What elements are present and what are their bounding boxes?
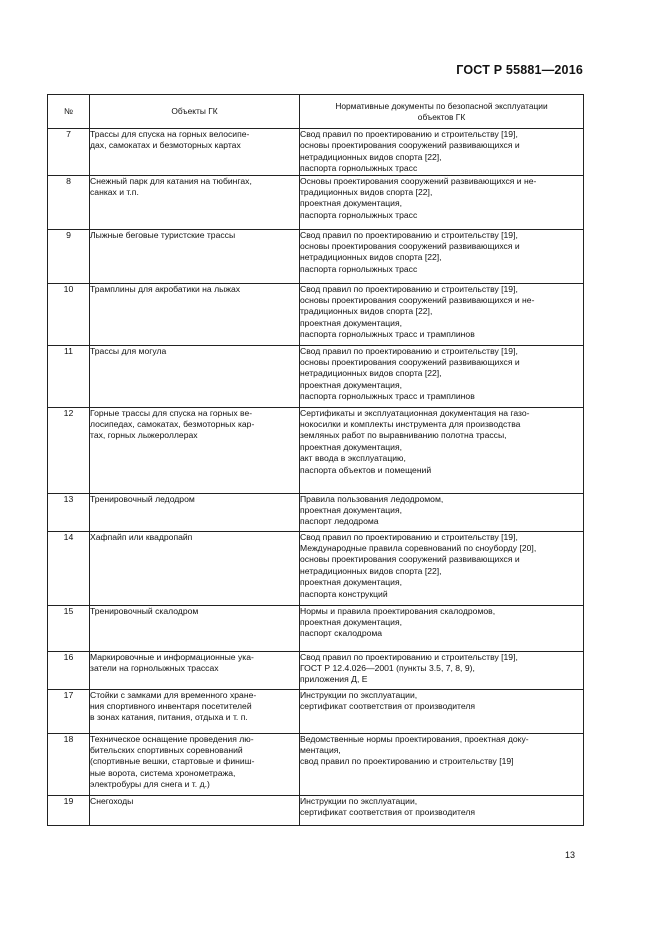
document-text-line: традиционных видов спорта [22],	[300, 306, 433, 317]
object-cell	[90, 531, 300, 605]
object-cell	[90, 689, 300, 733]
document-text-line: нокосилки и комплекты инструмента для производства	[300, 419, 521, 430]
documents-cell	[300, 407, 584, 493]
column-header-documents-line1: Нормативные документы по безопасной эксплуатации	[335, 100, 548, 111]
documents-cell	[300, 129, 584, 176]
table-row	[48, 493, 584, 531]
document-text-line: паспорта горнолыжных трасс и трамплинов	[300, 391, 475, 402]
document-text-line: проектная документация,	[300, 441, 403, 452]
table-header-row	[48, 95, 584, 129]
document-text-line: нетрадиционных видов спорта [22],	[300, 368, 442, 379]
document-text-line: традиционных видов спорта [22],	[300, 187, 433, 198]
row-number: 17	[48, 689, 90, 733]
object-cell	[90, 407, 300, 493]
column-header-number: №	[48, 95, 90, 129]
row-number: 10	[48, 283, 90, 345]
table-row	[48, 651, 584, 689]
object-text-line: Горные трассы для спуска на горных ве-	[90, 407, 253, 418]
row-number: 14	[48, 531, 90, 605]
document-text-line: акт ввода в эксплуатацию,	[300, 453, 406, 464]
document-text-line: паспорта горнолыжных трасс	[300, 209, 418, 220]
documents-cell	[300, 345, 584, 407]
document-text-line: проектная документация,	[300, 617, 403, 628]
row-number: 19	[48, 795, 90, 825]
document-text-line: ГОСТ Р 12.4.026—2001 (пункты 3.5, 7, 8, 9),	[300, 663, 475, 674]
page-number: 13	[564, 850, 575, 860]
object-cell	[90, 129, 300, 176]
object-text-line: Тренировочный ледодром	[90, 493, 195, 504]
object-text-line: Трассы для спуска на горных велосипе-	[90, 129, 250, 139]
document-text-line: Международные правила соревнований по сноуборду [20],	[300, 543, 537, 554]
documents-cell	[300, 175, 584, 229]
document-text-line: основы проектирования сооружений развивающихся и не-	[300, 295, 535, 306]
documents-cell	[300, 283, 584, 345]
document-text-line: основы проектирования сооружений развивающихся и	[300, 357, 520, 368]
object-text-line: Техническое оснащение проведения лю-	[90, 733, 254, 744]
object-text-line: Хафпайп или квадропайп	[90, 531, 193, 542]
document-text-line: паспорта объектов и помещений	[300, 464, 432, 475]
object-text-line: затели на горнолыжных трассах	[90, 663, 219, 674]
document-text-line: ментация,	[300, 745, 341, 756]
object-cell	[90, 651, 300, 689]
object-cell	[90, 795, 300, 825]
object-cell	[90, 605, 300, 651]
objects-norms-table	[47, 94, 584, 826]
table-row	[48, 283, 584, 345]
document-text-line: Основы проектирования сооружений развивающихся и не-	[300, 175, 537, 186]
object-cell	[90, 229, 300, 283]
document-text-line: Свод правил по проектированию и строительству [19],	[300, 229, 518, 240]
object-text-line: лосипедах, самокатах, безмоторных кар-	[90, 419, 255, 430]
document-text-line: нетрадиционных видов спорта [22],	[300, 252, 442, 263]
object-text-line: Трассы для могула	[90, 345, 167, 356]
document-text-line: основы проектирования сооружений развивающихся и	[300, 241, 520, 252]
documents-cell	[300, 229, 584, 283]
table-row	[48, 129, 584, 176]
table-body	[48, 129, 584, 826]
document-text-line: паспорта горнолыжных трасс	[300, 163, 418, 174]
document-text-line: Свод правил по проектированию и строительству [19],	[300, 129, 518, 139]
document-text-line: Ведомственные нормы проектирования, проектная доку-	[300, 733, 529, 744]
document-text-line: приложения Д, Е	[300, 674, 368, 685]
document-text-line: проектная документация,	[300, 505, 403, 516]
documents-cell	[300, 493, 584, 531]
column-header-documents	[300, 95, 584, 129]
document-text-line: Свод правил по проектированию и строительству [19],	[300, 283, 518, 294]
document-text-line: сертификат соответствия от производителя	[300, 807, 476, 818]
object-cell	[90, 345, 300, 407]
document-text-line: Инструкции по эксплуатации,	[300, 689, 418, 700]
object-text-line: в зонах катания, питания, отдыха и т. п.	[90, 712, 248, 723]
object-text-line: Снегоходы	[90, 795, 134, 806]
row-number: 7	[48, 129, 90, 176]
documents-cell	[300, 733, 584, 795]
object-cell	[90, 733, 300, 795]
document-text-line: проектная документация,	[300, 379, 403, 390]
document-text-line: сертификат соответствия от производителя	[300, 701, 476, 712]
documents-cell	[300, 689, 584, 733]
object-cell	[90, 283, 300, 345]
object-text-line: дах, самокатах и безмоторных картах	[90, 140, 241, 151]
document-text-line: Правила пользования ледодромом,	[300, 493, 444, 504]
object-text-line: Лыжные беговые туристские трассы	[90, 229, 236, 240]
document-text-line: паспорта горнолыжных трасс и трамплинов	[300, 329, 475, 340]
document-text-line: Нормы и правила проектирования скалодромов,	[300, 605, 496, 616]
document-text-line: паспорта горнолыжных трасс	[300, 263, 418, 274]
column-header-objects: Объекты ГК	[90, 95, 300, 129]
row-number: 12	[48, 407, 90, 493]
document-text-line: Сертификаты и эксплуатационная документация на газо-	[300, 407, 530, 418]
document-text-line: паспорт скалодрома	[300, 628, 383, 639]
row-number: 8	[48, 175, 90, 229]
object-text-line: Снежный парк для катания на тюбингах,	[90, 175, 252, 186]
table-row	[48, 795, 584, 825]
document-text-line: нетрадиционных видов спорта [22],	[300, 151, 442, 162]
document-text-line: основы проектирования сооружений развивающихся и	[300, 140, 520, 151]
document-text-line: Свод правил по проектированию и строительству [19],	[300, 531, 518, 542]
object-text-line: электробуры для снега и т. д.)	[90, 779, 210, 790]
document-text-line: Инструкции по эксплуатации,	[300, 795, 418, 806]
object-text-line: (спортивные вешки, стартовые и финиш-	[90, 756, 255, 767]
document-text-line: земляных работ по выравниванию полотна трассы,	[300, 430, 507, 441]
table-row	[48, 407, 584, 493]
table-row	[48, 531, 584, 605]
object-text-line: Трамплины для акробатики на лыжах	[90, 283, 241, 294]
document-code-header: ГОСТ Р 55881—2016	[456, 63, 583, 77]
document-text-line: Свод правил по проектированию и строительству [19],	[300, 345, 518, 356]
table-row	[48, 689, 584, 733]
object-text-line: Стойки с замками для временного хране-	[90, 689, 257, 700]
object-text-line: ные ворота, система хронометража,	[90, 767, 236, 778]
row-number: 16	[48, 651, 90, 689]
row-number: 13	[48, 493, 90, 531]
object-text-line: Маркировочные и информационные ука-	[90, 651, 254, 662]
object-text-line: бительских спортивных соревнований	[90, 745, 243, 756]
document-text-line: паспорт ледодрома	[300, 516, 379, 527]
document-text-line: свод правил по проектированию и строительству [19]	[300, 756, 514, 767]
row-number: 18	[48, 733, 90, 795]
documents-cell	[300, 651, 584, 689]
row-number: 11	[48, 345, 90, 407]
document-text-line: проектная документация,	[300, 317, 403, 328]
table-row	[48, 733, 584, 795]
document-text-line: проектная документация,	[300, 577, 403, 588]
object-text-line: Тренировочный скалодром	[90, 605, 199, 616]
document-text-line: основы проектирования сооружений развивающихся и	[300, 554, 520, 565]
document-text-line: проектная документация,	[300, 198, 403, 209]
document-text-line: Свод правил по проектированию и строительству [19],	[300, 651, 518, 662]
table-row	[48, 605, 584, 651]
object-text-line: тах, горных лыжероллерах	[90, 430, 198, 441]
row-number: 9	[48, 229, 90, 283]
row-number: 15	[48, 605, 90, 651]
documents-cell	[300, 531, 584, 605]
document-text-line: паспорта конструкций	[300, 588, 388, 599]
column-header-documents-line2: объектов ГК	[417, 111, 466, 122]
object-cell	[90, 493, 300, 531]
object-text-line: ния спортивного инвентаря посетителей	[90, 701, 252, 712]
documents-cell	[300, 605, 584, 651]
table-row	[48, 345, 584, 407]
table-row	[48, 229, 584, 283]
table-row	[48, 175, 584, 229]
object-cell	[90, 175, 300, 229]
document-text-line: нетрадиционных видов спорта [22],	[300, 565, 442, 576]
documents-cell	[300, 795, 584, 825]
object-text-line: санках и т.п.	[90, 187, 139, 198]
